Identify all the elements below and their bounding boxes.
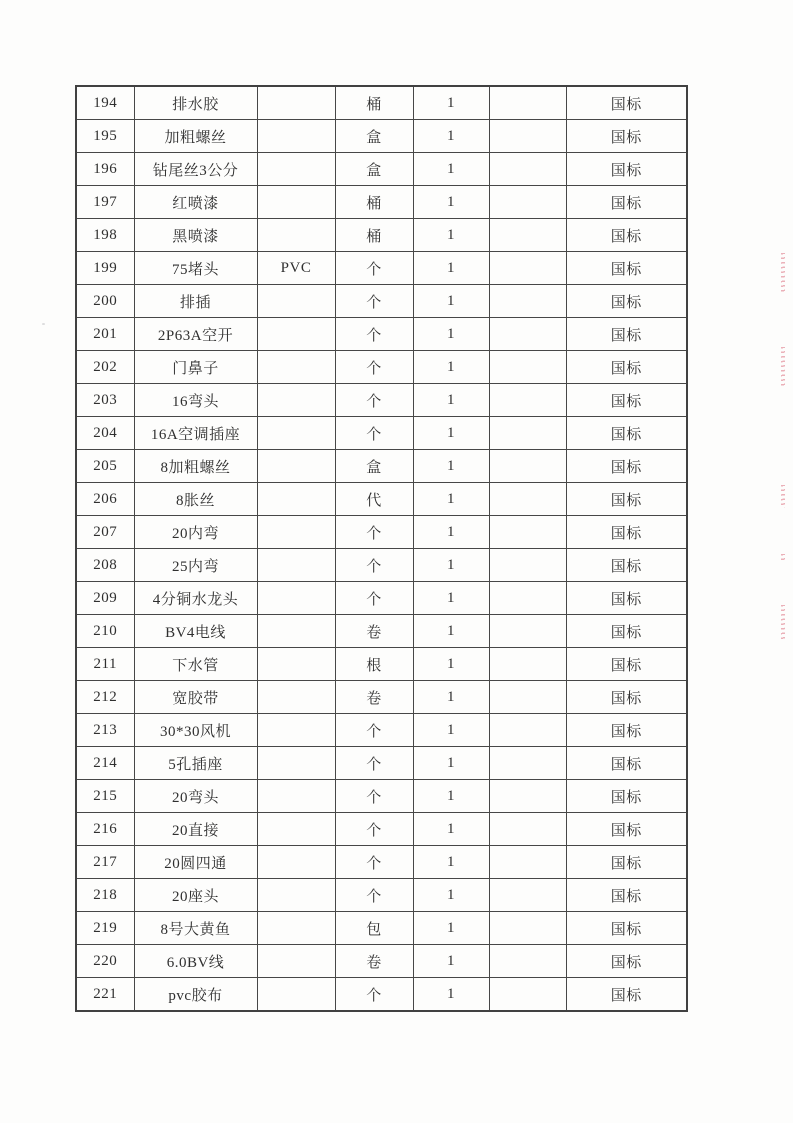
cell-blank xyxy=(489,582,566,615)
cell-row-number: 199 xyxy=(76,252,134,285)
cell-spec xyxy=(257,879,335,912)
cell-standard: 国标 xyxy=(566,86,687,120)
cell-spec xyxy=(257,483,335,516)
cell-standard: 国标 xyxy=(566,582,687,615)
cell-blank xyxy=(489,516,566,549)
cell-spec xyxy=(257,681,335,714)
cell-row-number: 213 xyxy=(76,714,134,747)
cell-standard: 国标 xyxy=(566,714,687,747)
cell-unit: 根 xyxy=(335,648,413,681)
cell-row-number: 208 xyxy=(76,549,134,582)
cell-unit: 个 xyxy=(335,549,413,582)
cell-spec xyxy=(257,516,335,549)
cell-unit: 个 xyxy=(335,813,413,846)
cell-unit: 个 xyxy=(335,252,413,285)
cell-spec xyxy=(257,978,335,1012)
cell-spec xyxy=(257,648,335,681)
cell-unit: 个 xyxy=(335,351,413,384)
cell-standard: 国标 xyxy=(566,120,687,153)
table-row xyxy=(76,747,687,780)
cell-quantity: 1 xyxy=(413,879,489,912)
cell-spec xyxy=(257,285,335,318)
cell-row-number: 212 xyxy=(76,681,134,714)
table-row xyxy=(76,153,687,186)
cell-standard: 国标 xyxy=(566,912,687,945)
cell-standard: 国标 xyxy=(566,219,687,252)
ink-bleed-artifact xyxy=(781,253,785,293)
cell-unit: 个 xyxy=(335,978,413,1012)
table-row xyxy=(76,945,687,978)
cell-row-number: 201 xyxy=(76,318,134,351)
ink-bleed-artifact xyxy=(781,485,785,508)
cell-quantity: 1 xyxy=(413,285,489,318)
cell-item-name: 8号大黄鱼 xyxy=(134,912,257,945)
table-row xyxy=(76,483,687,516)
scan-speck-artifact xyxy=(42,323,45,325)
cell-blank xyxy=(489,384,566,417)
cell-unit: 个 xyxy=(335,879,413,912)
cell-standard: 国标 xyxy=(566,186,687,219)
cell-unit: 桶 xyxy=(335,186,413,219)
cell-quantity: 1 xyxy=(413,978,489,1012)
cell-unit: 桶 xyxy=(335,86,413,120)
cell-item-name: 16弯头 xyxy=(134,384,257,417)
table-row xyxy=(76,417,687,450)
cell-blank xyxy=(489,483,566,516)
cell-spec xyxy=(257,945,335,978)
cell-standard: 国标 xyxy=(566,285,687,318)
cell-standard: 国标 xyxy=(566,978,687,1012)
cell-quantity: 1 xyxy=(413,714,489,747)
table-row xyxy=(76,285,687,318)
cell-item-name: 16A空调插座 xyxy=(134,417,257,450)
cell-item-name: 红喷漆 xyxy=(134,186,257,219)
cell-standard: 国标 xyxy=(566,681,687,714)
cell-blank xyxy=(489,945,566,978)
cell-quantity: 1 xyxy=(413,912,489,945)
cell-standard: 国标 xyxy=(566,252,687,285)
cell-row-number: 196 xyxy=(76,153,134,186)
cell-spec xyxy=(257,318,335,351)
cell-unit: 卷 xyxy=(335,681,413,714)
cell-blank xyxy=(489,978,566,1012)
cell-quantity: 1 xyxy=(413,780,489,813)
cell-quantity: 1 xyxy=(413,615,489,648)
cell-spec xyxy=(257,912,335,945)
table-row xyxy=(76,615,687,648)
cell-row-number: 194 xyxy=(76,86,134,120)
table-row xyxy=(76,879,687,912)
cell-blank xyxy=(489,450,566,483)
cell-spec xyxy=(257,450,335,483)
cell-item-name: 20直接 xyxy=(134,813,257,846)
table-row xyxy=(76,516,687,549)
cell-item-name: 4分铜水龙头 xyxy=(134,582,257,615)
table-body xyxy=(76,86,687,1011)
cell-spec xyxy=(257,86,335,120)
cell-item-name: 黑喷漆 xyxy=(134,219,257,252)
cell-item-name: 20弯头 xyxy=(134,780,257,813)
cell-standard: 国标 xyxy=(566,483,687,516)
cell-unit: 个 xyxy=(335,780,413,813)
table-row xyxy=(76,351,687,384)
cell-quantity: 1 xyxy=(413,483,489,516)
cell-item-name: 宽胶带 xyxy=(134,681,257,714)
cell-quantity: 1 xyxy=(413,582,489,615)
cell-blank xyxy=(489,846,566,879)
cell-blank xyxy=(489,747,566,780)
cell-unit: 个 xyxy=(335,285,413,318)
cell-standard: 国标 xyxy=(566,153,687,186)
cell-unit: 卷 xyxy=(335,945,413,978)
cell-spec xyxy=(257,120,335,153)
cell-item-name: 25内弯 xyxy=(134,549,257,582)
cell-row-number: 198 xyxy=(76,219,134,252)
cell-spec xyxy=(257,747,335,780)
cell-unit: 盒 xyxy=(335,120,413,153)
cell-standard: 国标 xyxy=(566,318,687,351)
cell-spec xyxy=(257,186,335,219)
cell-spec xyxy=(257,384,335,417)
cell-spec xyxy=(257,582,335,615)
cell-row-number: 203 xyxy=(76,384,134,417)
cell-quantity: 1 xyxy=(413,318,489,351)
cell-item-name: 30*30风机 xyxy=(134,714,257,747)
cell-row-number: 209 xyxy=(76,582,134,615)
cell-quantity: 1 xyxy=(413,219,489,252)
cell-item-name: 排水胶 xyxy=(134,86,257,120)
cell-blank xyxy=(489,252,566,285)
cell-quantity: 1 xyxy=(413,153,489,186)
cell-standard: 国标 xyxy=(566,846,687,879)
cell-row-number: 202 xyxy=(76,351,134,384)
cell-spec xyxy=(257,813,335,846)
cell-row-number: 220 xyxy=(76,945,134,978)
cell-spec xyxy=(257,780,335,813)
cell-quantity: 1 xyxy=(413,252,489,285)
cell-blank xyxy=(489,285,566,318)
ink-bleed-artifact xyxy=(781,605,785,640)
cell-unit: 个 xyxy=(335,582,413,615)
cell-quantity: 1 xyxy=(413,120,489,153)
cell-quantity: 1 xyxy=(413,351,489,384)
cell-row-number: 216 xyxy=(76,813,134,846)
cell-spec xyxy=(257,846,335,879)
cell-item-name: 下水管 xyxy=(134,648,257,681)
cell-item-name: 5孔插座 xyxy=(134,747,257,780)
cell-row-number: 204 xyxy=(76,417,134,450)
cell-spec xyxy=(257,615,335,648)
cell-blank xyxy=(489,648,566,681)
cell-spec xyxy=(257,417,335,450)
cell-quantity: 1 xyxy=(413,516,489,549)
cell-blank xyxy=(489,714,566,747)
cell-standard: 国标 xyxy=(566,780,687,813)
cell-unit: 个 xyxy=(335,516,413,549)
cell-unit: 包 xyxy=(335,912,413,945)
cell-blank xyxy=(489,912,566,945)
cell-quantity: 1 xyxy=(413,186,489,219)
cell-row-number: 195 xyxy=(76,120,134,153)
cell-unit: 代 xyxy=(335,483,413,516)
cell-item-name: 6.0BV线 xyxy=(134,945,257,978)
table-row xyxy=(76,120,687,153)
table-row xyxy=(76,648,687,681)
table-row xyxy=(76,813,687,846)
cell-standard: 国标 xyxy=(566,945,687,978)
cell-quantity: 1 xyxy=(413,747,489,780)
cell-blank xyxy=(489,549,566,582)
cell-item-name: 20圆四通 xyxy=(134,846,257,879)
cell-unit: 个 xyxy=(335,318,413,351)
cell-row-number: 218 xyxy=(76,879,134,912)
cell-row-number: 215 xyxy=(76,780,134,813)
table-row xyxy=(76,681,687,714)
cell-blank xyxy=(489,318,566,351)
cell-standard: 国标 xyxy=(566,648,687,681)
cell-spec xyxy=(257,714,335,747)
table-row xyxy=(76,714,687,747)
table-row xyxy=(76,978,687,1012)
cell-item-name: 20内弯 xyxy=(134,516,257,549)
cell-blank xyxy=(489,417,566,450)
cell-spec xyxy=(257,351,335,384)
cell-row-number: 210 xyxy=(76,615,134,648)
cell-item-name: 钻尾丝3公分 xyxy=(134,153,257,186)
cell-item-name: 75堵头 xyxy=(134,252,257,285)
cell-unit: 个 xyxy=(335,714,413,747)
cell-spec: PVC xyxy=(257,252,335,285)
cell-blank xyxy=(489,615,566,648)
table-row xyxy=(76,186,687,219)
table-row xyxy=(76,219,687,252)
cell-item-name: 20座头 xyxy=(134,879,257,912)
cell-blank xyxy=(489,219,566,252)
table-row xyxy=(76,318,687,351)
cell-row-number: 206 xyxy=(76,483,134,516)
cell-standard: 国标 xyxy=(566,450,687,483)
cell-item-name: 加粗螺丝 xyxy=(134,120,257,153)
ink-bleed-artifact xyxy=(781,347,785,387)
cell-blank xyxy=(489,681,566,714)
cell-blank xyxy=(489,351,566,384)
cell-row-number: 211 xyxy=(76,648,134,681)
table-row xyxy=(76,450,687,483)
cell-item-name: 8加粗螺丝 xyxy=(134,450,257,483)
cell-spec xyxy=(257,153,335,186)
cell-unit: 盒 xyxy=(335,450,413,483)
materials-table xyxy=(75,85,688,1012)
cell-standard: 国标 xyxy=(566,879,687,912)
table-row xyxy=(76,549,687,582)
cell-quantity: 1 xyxy=(413,648,489,681)
cell-quantity: 1 xyxy=(413,945,489,978)
cell-spec xyxy=(257,549,335,582)
cell-standard: 国标 xyxy=(566,747,687,780)
cell-blank xyxy=(489,86,566,120)
cell-unit: 个 xyxy=(335,846,413,879)
cell-quantity: 1 xyxy=(413,450,489,483)
cell-standard: 国标 xyxy=(566,516,687,549)
cell-blank xyxy=(489,186,566,219)
cell-quantity: 1 xyxy=(413,549,489,582)
cell-quantity: 1 xyxy=(413,846,489,879)
cell-row-number: 221 xyxy=(76,978,134,1012)
cell-row-number: 217 xyxy=(76,846,134,879)
cell-row-number: 207 xyxy=(76,516,134,549)
table-row xyxy=(76,86,687,120)
cell-blank xyxy=(489,153,566,186)
cell-standard: 国标 xyxy=(566,615,687,648)
cell-item-name: 2P63A空开 xyxy=(134,318,257,351)
table-row xyxy=(76,846,687,879)
table-row xyxy=(76,780,687,813)
cell-blank xyxy=(489,120,566,153)
cell-row-number: 214 xyxy=(76,747,134,780)
cell-blank xyxy=(489,813,566,846)
cell-standard: 国标 xyxy=(566,417,687,450)
cell-quantity: 1 xyxy=(413,417,489,450)
cell-unit: 个 xyxy=(335,384,413,417)
cell-quantity: 1 xyxy=(413,681,489,714)
cell-standard: 国标 xyxy=(566,351,687,384)
cell-spec xyxy=(257,219,335,252)
cell-quantity: 1 xyxy=(413,86,489,120)
cell-unit: 盒 xyxy=(335,153,413,186)
cell-row-number: 200 xyxy=(76,285,134,318)
cell-unit: 个 xyxy=(335,747,413,780)
cell-blank xyxy=(489,879,566,912)
cell-item-name: pvc胶布 xyxy=(134,978,257,1012)
cell-item-name: BV4电线 xyxy=(134,615,257,648)
cell-unit: 卷 xyxy=(335,615,413,648)
cell-standard: 国标 xyxy=(566,549,687,582)
cell-row-number: 205 xyxy=(76,450,134,483)
table-row xyxy=(76,582,687,615)
table-row xyxy=(76,384,687,417)
cell-standard: 国标 xyxy=(566,384,687,417)
cell-standard: 国标 xyxy=(566,813,687,846)
cell-unit: 桶 xyxy=(335,219,413,252)
cell-unit: 个 xyxy=(335,417,413,450)
ink-bleed-artifact xyxy=(781,554,785,562)
table-row xyxy=(76,252,687,285)
cell-item-name: 门鼻子 xyxy=(134,351,257,384)
cell-item-name: 排插 xyxy=(134,285,257,318)
cell-item-name: 8胀丝 xyxy=(134,483,257,516)
cell-quantity: 1 xyxy=(413,384,489,417)
cell-row-number: 197 xyxy=(76,186,134,219)
table-row xyxy=(76,912,687,945)
cell-row-number: 219 xyxy=(76,912,134,945)
cell-quantity: 1 xyxy=(413,813,489,846)
cell-blank xyxy=(489,780,566,813)
